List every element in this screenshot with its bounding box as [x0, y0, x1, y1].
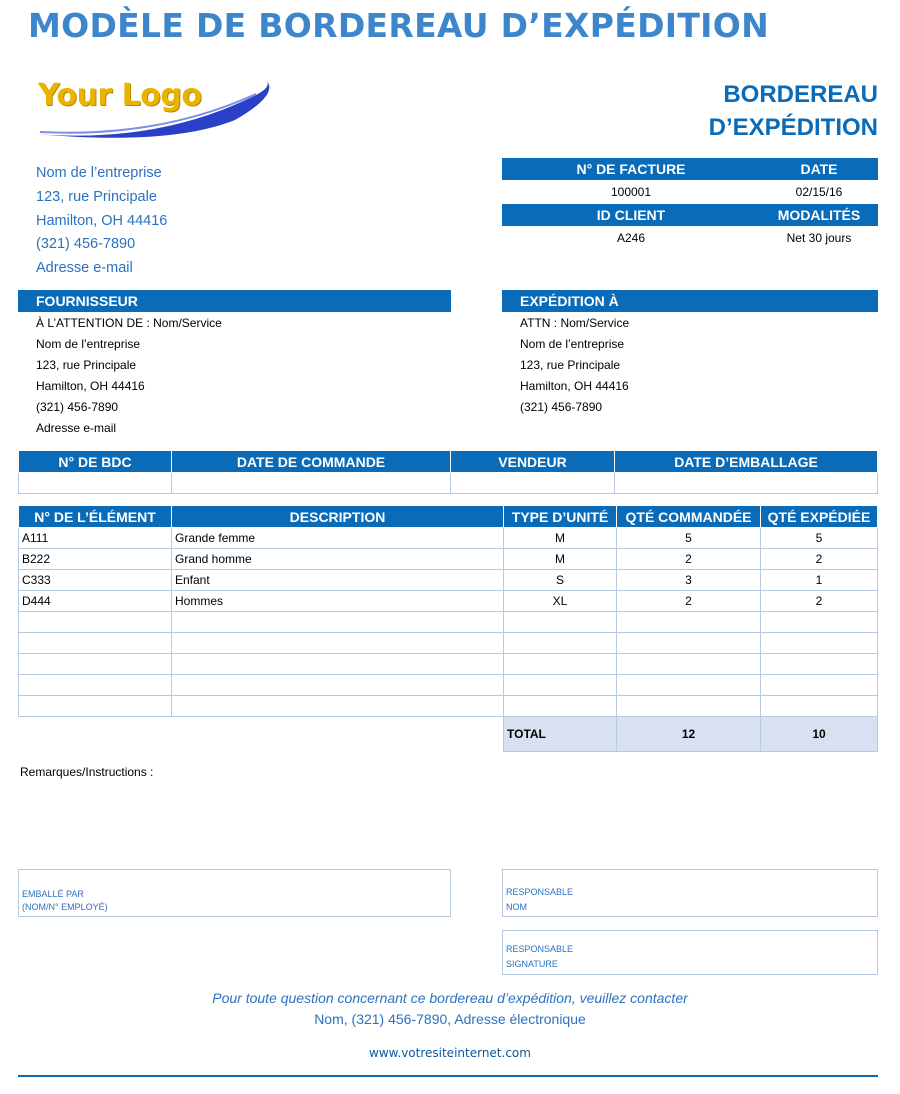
- packed-by-sublabel: (NOM/N° EMPLOYÉ): [22, 902, 108, 912]
- item-qty-ordered: 2: [617, 591, 761, 612]
- total-qty-ordered: 12: [617, 717, 761, 752]
- empty-cell[interactable]: [172, 675, 504, 696]
- terms-value: Net 30 jours: [786, 231, 852, 245]
- total-row: [19, 717, 878, 752]
- supplier-city: Hamilton, OH 44416: [36, 379, 145, 393]
- item-description: Enfant: [172, 570, 504, 591]
- footer-divider: [18, 1075, 878, 1077]
- item-number: C333: [19, 570, 172, 591]
- empty-row: [19, 654, 878, 675]
- supplier-street: 123, rue Principale: [36, 358, 137, 372]
- order-cell[interactable]: [172, 473, 451, 494]
- empty-cell[interactable]: [19, 633, 172, 654]
- invoice-number-value: 100001: [610, 185, 652, 199]
- order-header-date: DATE DE COMMANDE: [172, 451, 451, 473]
- responsible-name-sublabel: NOM: [506, 902, 527, 912]
- company-logo: [30, 72, 275, 142]
- packed-by-box[interactable]: [18, 869, 451, 917]
- ship-to-section: [502, 290, 878, 418]
- empty-cell[interactable]: [761, 696, 878, 717]
- order-cell[interactable]: [19, 473, 172, 494]
- empty-cell[interactable]: [172, 696, 504, 717]
- spacer-cell: [19, 717, 172, 752]
- company-street: 123, rue Principale: [36, 188, 157, 205]
- item-qty-ordered: 2: [617, 549, 761, 570]
- terms-label: MODALITÉS: [777, 207, 861, 223]
- company-name: Nom de l’entreprise: [36, 165, 162, 181]
- responsible-name-box[interactable]: [502, 869, 878, 917]
- item-qty-ordered: 3: [617, 570, 761, 591]
- table-row: [19, 528, 878, 549]
- item-qty-ordered: 5: [617, 528, 761, 549]
- supplier-section: [18, 290, 451, 439]
- document-title-line1: BORDEREAU: [723, 81, 878, 108]
- order-cell[interactable]: [451, 473, 615, 494]
- table-row: [19, 549, 878, 570]
- empty-cell[interactable]: [761, 654, 878, 675]
- invoice-info: [502, 158, 878, 250]
- empty-cell[interactable]: [172, 633, 504, 654]
- item-number: B222: [19, 549, 172, 570]
- empty-cell[interactable]: [761, 633, 878, 654]
- item-qty-shipped: 2: [761, 591, 878, 612]
- page-title: MODÈLE DE BORDEREAU D’EXPÉDITION: [28, 6, 769, 45]
- responsible-signature-box[interactable]: [502, 930, 878, 975]
- empty-cell[interactable]: [617, 654, 761, 675]
- supplier-email: Adresse e-mail: [36, 421, 117, 435]
- client-id-label: ID CLIENT: [596, 207, 666, 223]
- empty-row: [19, 612, 878, 633]
- empty-cell[interactable]: [19, 654, 172, 675]
- empty-row: [19, 675, 878, 696]
- table-row: [19, 591, 878, 612]
- empty-cell[interactable]: [504, 696, 617, 717]
- item-number: D444: [19, 591, 172, 612]
- company-phone: (321) 456-7890: [36, 236, 136, 253]
- document-title: [709, 78, 878, 144]
- items-header-description: DESCRIPTION: [172, 506, 504, 528]
- ship-to-city: Hamilton, OH 44416: [520, 379, 629, 393]
- company-email: Adresse e-mail: [36, 260, 133, 277]
- order-header-po: N° DE BDC: [19, 451, 172, 473]
- item-qty-shipped: 1: [761, 570, 878, 591]
- footer-contact-line1: Pour toute question concernant ce bordereau d’expédition, veuillez contacter: [212, 990, 688, 1006]
- company-info: [36, 162, 167, 281]
- items-header-qty-shipped: QTÉ EXPÉDIÉE: [761, 506, 878, 528]
- item-unit-type: S: [504, 570, 617, 591]
- item-description: Grande femme: [172, 528, 504, 549]
- item-qty-shipped: 2: [761, 549, 878, 570]
- ship-to-street: 123, rue Principale: [520, 358, 621, 372]
- total-qty-shipped: 10: [761, 717, 878, 752]
- items-header-unit-type: TYPE D’UNITÉ: [504, 506, 617, 528]
- supplier-attn: À L’ATTENTION DE : Nom/Service: [36, 316, 222, 330]
- empty-row: [19, 696, 878, 717]
- remarks-label: Remarques/Instructions :: [20, 765, 154, 779]
- spacer-cell: [172, 717, 504, 752]
- empty-cell[interactable]: [761, 675, 878, 696]
- item-number: A111: [19, 528, 172, 549]
- company-city: Hamilton, OH 44416: [36, 212, 168, 229]
- item-qty-shipped: 5: [761, 528, 878, 549]
- total-label: TOTAL: [504, 717, 617, 752]
- empty-cell[interactable]: [617, 633, 761, 654]
- item-unit-type: M: [504, 528, 617, 549]
- item-description: Grand homme: [172, 549, 504, 570]
- order-header-pack-date: DATE D’EMBALLAGE: [615, 451, 878, 473]
- empty-cell[interactable]: [617, 696, 761, 717]
- packed-by-label: EMBALLÉ PAR: [22, 889, 84, 899]
- ship-to-attn: ATTN : Nom/Service: [520, 316, 630, 330]
- empty-cell[interactable]: [172, 654, 504, 675]
- empty-cell[interactable]: [504, 675, 617, 696]
- ship-to-phone: (321) 456-7890: [520, 400, 603, 414]
- empty-cell[interactable]: [617, 612, 761, 633]
- logo-text: Your Logo: [38, 78, 202, 113]
- invoice-number-label: N° DE FACTURE: [576, 161, 686, 177]
- items-table: [18, 505, 878, 752]
- responsible-signature-label: RESPONSABLE: [506, 944, 574, 954]
- empty-cell[interactable]: [504, 654, 617, 675]
- document-title-line2: D’EXPÉDITION: [708, 114, 878, 141]
- empty-cell[interactable]: [19, 675, 172, 696]
- empty-row: [19, 633, 878, 654]
- table-row: [19, 570, 878, 591]
- items-header-number: N° DE L’ÉLÉMENT: [19, 506, 172, 528]
- order-table: [18, 450, 878, 494]
- item-description: Hommes: [172, 591, 504, 612]
- supplier-phone: (321) 456-7890: [36, 400, 119, 414]
- client-id-value: A246: [616, 231, 646, 245]
- date-value: 02/15/16: [795, 185, 843, 199]
- empty-cell[interactable]: [761, 612, 878, 633]
- order-cell[interactable]: [615, 473, 878, 494]
- footer-contact-line2: Nom, (321) 456-7890, Adresse électronique: [314, 1011, 586, 1027]
- empty-cell[interactable]: [504, 633, 617, 654]
- date-label: DATE: [800, 161, 838, 177]
- ship-to-heading: EXPÉDITION À: [502, 290, 878, 312]
- empty-cell[interactable]: [172, 612, 504, 633]
- footer-website[interactable]: www.votresiteinternet.com: [369, 1046, 531, 1060]
- item-unit-type: XL: [504, 591, 617, 612]
- empty-cell[interactable]: [617, 675, 761, 696]
- supplier-name: Nom de l’entreprise: [36, 337, 141, 351]
- supplier-heading: FOURNISSEUR: [18, 290, 451, 312]
- item-unit-type: M: [504, 549, 617, 570]
- responsible-name-label: RESPONSABLE: [506, 887, 574, 897]
- order-header-vendor: VENDEUR: [451, 451, 615, 473]
- empty-cell[interactable]: [504, 612, 617, 633]
- items-header-qty-ordered: QTÉ COMMANDÉE: [617, 506, 761, 528]
- empty-cell[interactable]: [19, 696, 172, 717]
- responsible-signature-sublabel: SIGNATURE: [506, 959, 558, 969]
- empty-cell[interactable]: [19, 612, 172, 633]
- ship-to-name: Nom de l’entreprise: [520, 337, 625, 351]
